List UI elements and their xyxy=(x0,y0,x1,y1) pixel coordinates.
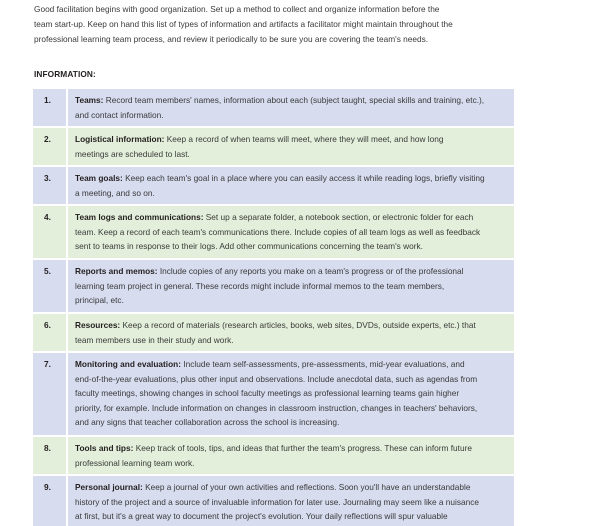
item-title: Team goals: xyxy=(75,173,123,183)
item-text xyxy=(68,89,514,126)
item-line: priority, for example. Include information on changes in classroom instruction, changes in teachers' behaviors, xyxy=(75,402,478,413)
item-line xyxy=(75,132,508,147)
intro-line: professional learning team process, and review it periodically to be sure you are covering the team's needs. xyxy=(34,34,429,44)
table-row xyxy=(33,353,514,437)
item-text xyxy=(68,353,514,435)
table-row xyxy=(33,128,514,167)
item-number: 5. xyxy=(33,260,68,312)
item-title: Monitoring and evaluation: xyxy=(75,359,182,369)
item-line: end-of-the-year evaluations, plus other input and observations. Include anecdotal data, such as agendas from xyxy=(75,373,478,384)
item-title: Resources: xyxy=(75,320,121,330)
item-body: Keep a record of materials (research articles, books, web sites, DVDs, outside experts, etc.) that xyxy=(120,320,476,330)
intro-paragraph xyxy=(34,2,474,47)
item-line: history of the project and a source of invaluable information for later use. Journaling may seem like a nuisance xyxy=(75,496,479,507)
item-line: meetings are scheduled to last. xyxy=(75,148,190,159)
item-title: Teams: xyxy=(75,95,104,105)
table-row xyxy=(33,476,514,526)
item-body: Keep each team's goal in a place where you can easily access it while reading logs, briefly visiting xyxy=(122,173,485,183)
item-text xyxy=(68,476,514,526)
item-line: and any signs that teacher collaboration across the school is increasing. xyxy=(75,417,340,427)
item-line xyxy=(75,441,508,456)
item-line: at first, but it's a great way to document the project's evolution. Your daily reflections will spur valuable xyxy=(75,511,448,521)
table-row xyxy=(33,314,514,353)
item-title: Reports and memos: xyxy=(75,266,158,276)
item-number: 8. xyxy=(33,437,68,474)
item-text xyxy=(68,437,514,474)
intro-line: team start-up. Keep on hand this list of types of information and artifacts a facilitator might maintain throughout the xyxy=(34,19,453,29)
item-text xyxy=(68,314,514,351)
item-number: 9. xyxy=(33,476,68,526)
item-line xyxy=(75,357,508,372)
item-title: Tools and tips: xyxy=(75,443,134,453)
item-title: Personal journal: xyxy=(75,482,143,492)
section-heading: INFORMATION: xyxy=(34,69,96,79)
item-text xyxy=(68,167,514,204)
item-number: 1. xyxy=(33,89,68,126)
intro-line: Good facilitation begins with good organization. Set up a method to collect and organize information before the xyxy=(34,4,440,14)
table-row xyxy=(33,167,514,206)
item-title: Team logs and communications: xyxy=(75,212,204,222)
item-line xyxy=(75,318,508,333)
item-text xyxy=(68,260,514,312)
item-body: Include copies of any reports you make on a team's progress or of the professional xyxy=(157,266,464,276)
item-line: team members use in their study and work. xyxy=(75,334,234,345)
item-line: team. Keep a record of each team's communications there. Include copies of all team logs as well as feedback xyxy=(75,226,481,237)
information-table xyxy=(33,89,514,526)
item-number: 2. xyxy=(33,128,68,165)
item-body: Keep track of tools, tips, and ideas that further the team's progress. These can inform future xyxy=(133,443,472,453)
item-text xyxy=(68,206,514,258)
table-row xyxy=(33,206,514,260)
item-line xyxy=(75,171,508,186)
item-line: sent to teams in response to their logs. Add other communications concerning the team's work. xyxy=(75,241,423,251)
table-row xyxy=(33,89,514,128)
table-row xyxy=(33,437,514,476)
item-line xyxy=(75,264,508,279)
item-number: 6. xyxy=(33,314,68,351)
item-body: Record team members' names, information about each (subject taught, special skills and training, etc.), xyxy=(103,95,485,105)
item-line: faculty meetings, showing changes in school faculty meetings as professional learning teams gain higher xyxy=(75,388,460,398)
item-line: a meeting, and so on. xyxy=(75,187,155,198)
item-number: 7. xyxy=(33,353,68,435)
item-number: 4. xyxy=(33,206,68,258)
item-body: Keep a journal of your own activities and reflections. Soon you'll have an understandable xyxy=(142,482,471,492)
item-line xyxy=(75,480,508,495)
item-title: Logistical information: xyxy=(75,134,165,144)
item-line xyxy=(75,210,508,225)
item-body: Include team self-assessments, pre-assessments, mid-year evaluations, and xyxy=(181,359,465,369)
item-line: and contact information. xyxy=(75,109,164,120)
item-line: learning team project in general. These records might include informal memos to the team members, xyxy=(75,280,445,291)
item-line: professional learning team work. xyxy=(75,457,195,468)
item-number: 3. xyxy=(33,167,68,204)
item-line xyxy=(75,93,508,108)
table-row xyxy=(33,260,514,314)
item-body: Keep a record of when teams will meet, where they will meet, and how long xyxy=(164,134,444,144)
item-line: principal, etc. xyxy=(75,295,124,305)
item-text xyxy=(68,128,514,165)
item-body: Set up a separate folder, a notebook section, or electronic folder for each xyxy=(203,212,474,222)
